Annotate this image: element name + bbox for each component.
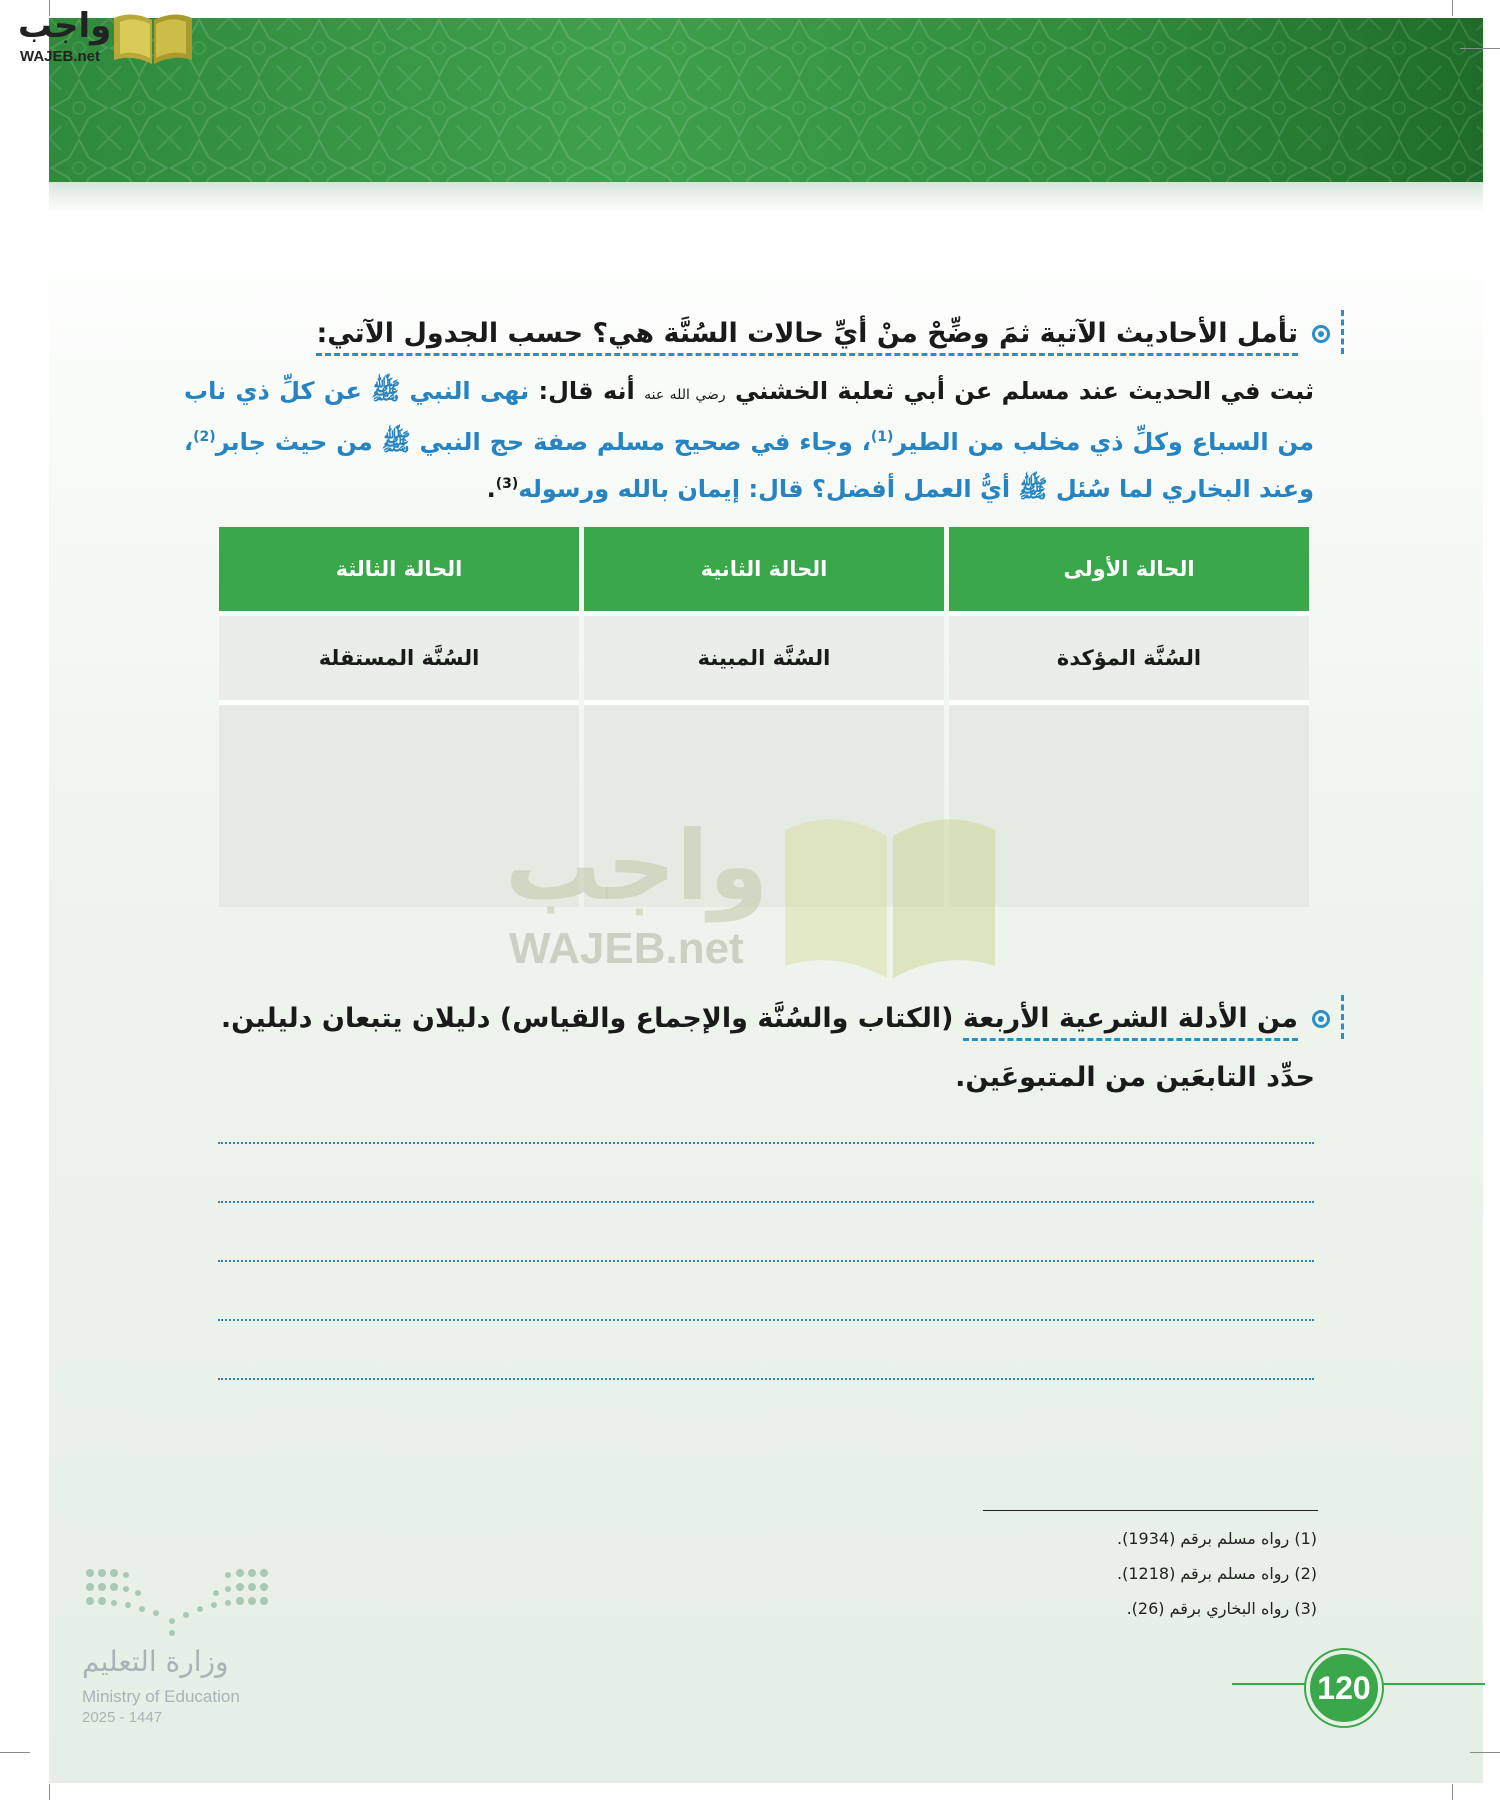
footnote-ref-2[interactable]: (2) — [193, 429, 216, 445]
question-marker-bar — [1337, 310, 1344, 354]
question-1 — [316, 318, 1330, 349]
hadith-quote-1: نهى النبي ﷺ عن كلِّ ذي ناب من السباع وكلِّ ذي مخلب من الطير — [184, 377, 1314, 456]
footnote-ref-1[interactable]: (1) — [870, 429, 894, 445]
hadith-quote-3: ، وعند البخاري لما سُئل ﷺ أيُّ العمل أفضل؟ قال: إيمان بالله ورسوله — [184, 428, 1314, 503]
page-number: 120 — [1306, 1650, 1382, 1726]
wajeb-logo-arabic: واجب — [18, 6, 112, 46]
header-banner — [49, 18, 1483, 182]
companion-honorific: رضي الله عنه — [644, 387, 726, 403]
footnote-2: (2) رواه مسلم برقم (1218). — [1117, 1564, 1317, 1583]
table-row — [219, 616, 1309, 705]
answer-line[interactable] — [218, 1319, 1314, 1321]
hadith-quote-2: ، وجاء في صحيح مسلم صفة حج النبي ﷺ من حيث جابر — [215, 428, 871, 456]
table-cell: السُنَّة المؤكدة — [949, 616, 1309, 705]
footnote-divider — [983, 1510, 1318, 1511]
question-bullet-icon — [1312, 1010, 1330, 1028]
banner-shadow — [49, 182, 1483, 212]
sunnah-cases-table — [214, 527, 1314, 907]
table-header-cell: الحالة الثالثة — [219, 527, 579, 616]
answer-line[interactable] — [218, 1378, 1314, 1380]
table-header-cell: الحالة الأولى — [949, 527, 1309, 616]
crop-mark — [1470, 1752, 1500, 1753]
crop-mark — [1452, 0, 1453, 16]
answer-cell-2[interactable] — [584, 705, 944, 907]
watermark-english: WAJEB.net — [509, 924, 744, 973]
question-2 — [221, 1003, 1330, 1034]
table-answer-row — [219, 705, 1309, 907]
footnote-1: (1) رواه مسلم برقم (1934). — [1117, 1529, 1317, 1548]
table-cell: السُنَّة المبينة — [584, 616, 944, 705]
answer-line[interactable] — [218, 1142, 1314, 1144]
crop-mark — [1460, 48, 1500, 49]
question-2-line-1: من الأدلة الشرعية الأربعة (الكتاب والسُنَّة والإجماع والقياس) دليلان يتبعان دليلين. — [221, 1003, 1298, 1034]
question-marker-bar — [1337, 995, 1344, 1039]
answer-line[interactable] — [218, 1201, 1314, 1203]
question-bullet-icon — [1312, 325, 1330, 343]
table-header-cell: الحالة الثانية — [584, 527, 944, 616]
watermark-arabic: واجب — [505, 810, 769, 922]
geometric-pattern — [49, 18, 1483, 182]
ministry-of-education-logo — [82, 1563, 272, 1726]
answer-line[interactable] — [218, 1260, 1314, 1262]
ministry-dots-icon — [82, 1563, 272, 1643]
ministry-name-english: Ministry of Education — [82, 1687, 240, 1706]
answer-cell-1[interactable] — [949, 705, 1309, 907]
crop-mark — [0, 1752, 30, 1753]
footnote-3: (3) رواه البخاري برقم (26). — [1126, 1599, 1317, 1618]
hadith-paragraph: ثبت في الحديث عند مسلم عن أبي ثعلبة الخشني رضي الله عنه أنه قال: نهى النبي ﷺ عن كلِّ ذي ناب من السباع وكلِّ ذي مخلب من الطير$^{(1)}$، وجاء في صحيح مسلم صفة حج النبي ﷺ من حيث جابر$^{(2)}$، وعند البخاري لما سُئل ﷺ أيُّ العمل أفضل؟ قال: إيمان بالله ورسوله$^{(3)}$. — [184, 377, 1314, 503]
table-header-row — [219, 527, 1309, 616]
question-1-title: تأمل الأحاديث الآتية ثمَ وضِّحْ منْ أيِّ حالات السُنَّة هي؟ حسب الجدول الآتي: — [316, 318, 1298, 349]
answer-cell-3[interactable] — [219, 705, 579, 907]
table-cell: السُنَّة المستقلة — [219, 616, 579, 705]
ministry-name-arabic: وزارة التعليم — [82, 1645, 229, 1678]
crop-mark — [1452, 1784, 1453, 1800]
book-icon — [110, 8, 196, 66]
question-2-line-2: حدِّد التابعَين من المتبوعَين. — [955, 1062, 1315, 1093]
footnote-ref-3[interactable]: (3) — [495, 476, 519, 492]
wajeb-logo[interactable] — [8, 6, 190, 68]
crop-mark — [49, 1784, 50, 1800]
ministry-year: 2025 - 1447 — [82, 1709, 163, 1726]
wajeb-logo-english: WAJEB.net — [20, 48, 101, 65]
